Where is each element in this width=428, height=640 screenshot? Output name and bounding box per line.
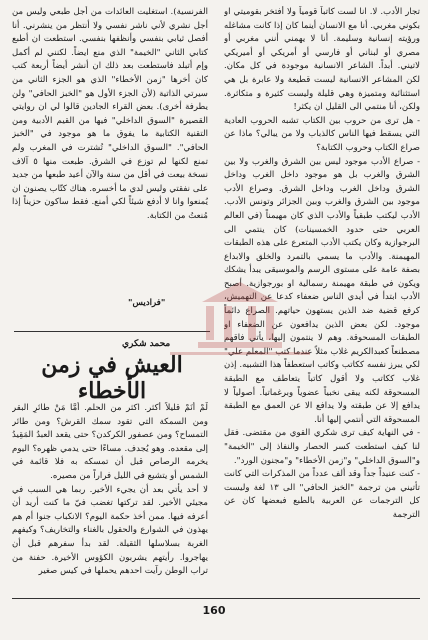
- paragraph: - كنت عنيداً جداً وقد ألف عدداً من المذكرات التي كانت تأتيني من ترجمة "الخبز الحافي" الى ١٣ لغة وليست كل الترجمات عن العربية بالطبع فبعضها كان عن الترجمة: [224, 469, 420, 520]
- paragraph: لا أحد يأتي بعد أن يجيء الأخير. ربما هي السبب في مجيئي الأخير. لقد تركتها تغضب فيّ ما كنت أريد أن أعرفه فيها. ممن أخذ حكمة اليوم؟ الانكباب جنوا أم هم يهذون في الشوارع والحقول بالغناء والتخاريف؟ وكيفهم الغربة بسلاسلها الثقيلة. لقد بدأ سفرهم قبل أن يهاجروا. رأيتهم يشربون الكؤوس الأخيرة. حفنة من تراب الوطن رآيت احدهم يحملها في كيس صغير: [12, 484, 208, 577]
- section-divider: [14, 331, 210, 332]
- page-number: 160: [202, 604, 226, 617]
- paragraph: الفرنسية). استغليت العائدات من أجل طبعي وليس من أجل نشري لأني ناشر نفسي ولا أنتظر من ينشرني. أنا أفصل ثيابي بنفسي وأنظفها بنفسي. استطعت ان أطبع كتابي الثاني "الخيمة" الذي منع ايضاً. لكنني لم أكمل وإم أتبلد فاستطعت بعد ذلك ان أنشر أيضاً أربعة كتب كان أخرها "زمن الأخطاء" الذي هو الجزء الثاني من سيرتي الذاتية (لأن الجزء الأول هو "الخبز الحافي" ولن يطرفة أخرى). بعض القراء الجادين قالوا لي ان روايتي القصيرة "السوق الداخلي" فيها من القيم الأدبية ومن التقنية الكتابية ما يفوق ما هو موجود في "الخبز الحافي". "السوق الداخلي" تُشترت في المغرب ولم تمنع لكنها لم توزع في الشرق. طبعت منها ٥ آلاف نسخة بيعت في أقل من سنة والآن أعيد طبعها من جديد على نفقتي وليس لدي ما أخسره. هناك كتّاب يصنون ان يُمنعوا وانا لا أدفع شيئاً لكي أمنع. فقط ساكون حزيناً إذا مُنعتُ من الكتابة.: [12, 7, 208, 221]
- paragraph: لَمْ أَنَمْ قليلاً أكثر. اكثر من الحلم. أمَّا مَنْ طائرِ البقر ومن السمكة التي تقود سمك القرش؟ ومن طائر التمساح؟ ومن عصفور الكركدن؟ حتى يقعد العبدُ المَقِيدُ إلى مقعده. وهو يُجدف. مساءًا حتى يدمي ظهره؟ اليوم يخرمه الرصاص قبل أن تمسكه به فلا قائمة في الشمس أو يتشيع في الليل فراراً من مصيره.: [12, 403, 208, 481]
- paragraph: - هل ترى من حروب بين الكتاب تشبه الحروب العادية التي يسقط فيها الناس كالذباب ولا من يبالي؟ ماذا عن صراع الكتاب وحروب الكتابة؟: [224, 115, 420, 153]
- article-author: محمد شكري: [122, 339, 171, 349]
- left-bottom-text-column: [12, 402, 208, 596]
- article-signature: "فراديس": [128, 298, 166, 308]
- right-text-column: [224, 6, 420, 596]
- left-top-text-column: [12, 6, 208, 306]
- paragraph: تجار الأدب. لا. انا لست كاتباً قومياً ولا أفتخر بقوميتي او بكوني مغربي. أنا مع الانسان أينما كان إذا كانت مشاغله ورؤيته إنسانية وسليمة. أنا لا يهمني أنني مغربي أو مصري أو لبناني أو فارسي أو أمريكي أو أميريكي لاتيني. أبداً. الشاعر الانسانية موجودة في كل مكان. لكن المشاعر الانسانية ليست قطيعة ولا عابرة بل هي استثنائية ومتميزة وهي قليلة وليست كثيرة و متكاثرة. ولكن، أنا منتمي الى القليل ان يكثر!: [224, 7, 420, 113]
- footer-divider: [12, 598, 420, 599]
- article-title: العيش في زمن الأخطاء: [41, 352, 183, 404]
- paragraph: - في النهاية كيف ترى شكري القوي من مقتضى. فقل لنا كيف استطعت كسر الحصار والنفاذ إلى "الخيمة" و"السوق الداخلي" و"زمن الأخطاء" و"مجنون الورد".: [224, 428, 420, 466]
- paragraph: - صراع الأدب موجود ليس بين الشرق والغرب ولا بين الشرق والغرب بل هو موجود داخل الغرب وداخل الشرق وداخل الغرب وداخل الشرق. وصراع الأدب موجود بين الشرق والغرب وبين الجزائر وتونس الأدب. الأدب ليكتب طبقياً والأدب الذي كان مهيمناً (في العالم العربي حتى حدود الخمسينات) كان ينتمي الى البرجوازية وكان يكتب الأدب المتعرع على هذه الطبقات المهيمنة. والأدب ما يسمي بالتمرد والخلق والابداع بصفة عامة على مستوى الرسم والموسيقى يبدأ يشكك ويكون في طبقة مهيمنة رسمالية او بورجوازية. أصبح الأدب ابتدأ في أيدي الناس ضعفاء كدعا عن التهميش، كرفع قضية ضد الذين يستهون حياتهم. الصراع دائماً موجود. لكن بعض الذين يدافعون عن الضعفاء او الطبقات المسحوقة. وهم لا ينتمون إليها، يأتي فاقهم مصطنعاً كعبدالكريم غلاب مثلاً عندما كتب "المعلم علي" لكي يبرز نفسه ككاتب وكاتب استعطفاً هذا التشبيه. إذن غلاب ككاتب ولا أقول كاتباً يتعاطف مع الطبقة المسحوقة لكنه يبقى نخبياً عضوياً وبرغماتياً. أصولياً لا يدافع إلا عن طبقته ولا يدافع الا عن العمق مع الطبقة المسحوقة التي أنتمي إليها أنا.: [224, 156, 420, 425]
